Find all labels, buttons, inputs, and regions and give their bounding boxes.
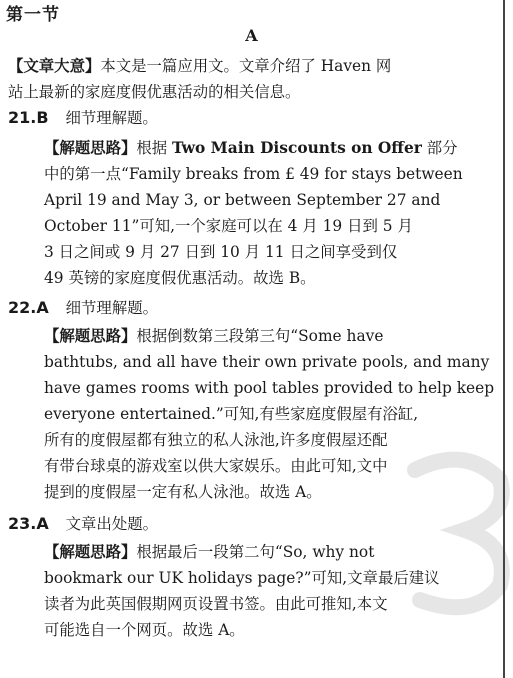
q21-line-2: 中的第一点“Family breaks from £ 49 for stays between	[44, 165, 463, 183]
summary-text-1: 本文是一篇应用文。文章介绍了 Haven 网	[100, 57, 392, 75]
q21-line-1	[44, 138, 458, 158]
summary-label: 【文章大意】	[8, 57, 101, 75]
q22-line-2: bathtubs, and all have their own private pools, and many	[44, 353, 490, 371]
q23-line-1	[44, 542, 374, 562]
q21-line-6: 49 英镑的家庭度假优惠活动。故选 B。	[44, 269, 316, 287]
q23-label: 【解题思路】	[44, 543, 137, 561]
section-title: 第一节	[6, 5, 60, 25]
watermark-logo	[395, 440, 513, 620]
q23-header	[8, 514, 158, 534]
q21-line-5: 3 日之间或 9 月 27 日到 10 月 11 日之间享受到仅	[44, 243, 398, 261]
q22-line-1-text: 根据倒数第三段第三句“Some have	[136, 327, 384, 345]
q21-line-1-post: 部分	[421, 139, 458, 157]
q23-line-4: 可能选自一个网页。故选 A。	[44, 621, 245, 639]
right-margin-rule	[503, 0, 505, 678]
q23-number: 23.A	[8, 514, 49, 533]
summary-line-2	[8, 82, 300, 102]
q22-header	[8, 298, 158, 318]
part-letter: A	[245, 26, 258, 45]
q21-header	[8, 108, 158, 128]
q23-line-1-text: 根据最后一段第二句“So, why not	[136, 543, 375, 561]
q22-line-4: everyone entertained.”可知,有些家庭度假屋有浴缸,	[44, 405, 419, 423]
q23-line-2: bookmark our UK holidays page?”可知,文章最后建议	[44, 569, 440, 587]
q22-type: 细节理解题。	[65, 299, 158, 317]
q21-line-1-bold: Two Main Discounts on Offer	[172, 139, 422, 157]
q21-line-3: April 19 and May 3, or between September 27 and	[44, 191, 441, 209]
q22-number: 22.A	[8, 298, 49, 317]
q21-type: 细节理解题。	[65, 109, 158, 127]
q21-line-1-pre: 根据	[136, 139, 173, 157]
q22-line-6: 有带台球桌的游戏室以供大家娱乐。由此可知,文中	[44, 457, 388, 475]
q21-label: 【解题思路】	[44, 139, 137, 157]
summary-text-2: 站上最新的家庭度假优惠活动的相关信息。	[8, 83, 301, 101]
q21-line-4: October 11”可知,一个家庭可以在 4 月 19 日到 5 月	[44, 217, 413, 235]
cutoff-next-line	[0, 670, 503, 678]
q22-line-1	[44, 326, 383, 346]
q23-line-3: 读者为此英国假期网页设置书签。由此可推知,本文	[44, 595, 388, 613]
q22-line-7: 提到的度假屋一定有私人泳池。故选 A。	[44, 483, 322, 501]
q23-type: 文章出处题。	[65, 515, 158, 533]
summary-line-1	[8, 56, 391, 76]
q22-line-3: have games rooms with pool tables provided to help keep	[44, 379, 495, 397]
q22-label: 【解题思路】	[44, 327, 137, 345]
q21-number: 21.B	[8, 108, 49, 127]
q22-line-5: 所有的度假屋都有独立的私人泳池,许多度假屋还配	[44, 431, 388, 449]
